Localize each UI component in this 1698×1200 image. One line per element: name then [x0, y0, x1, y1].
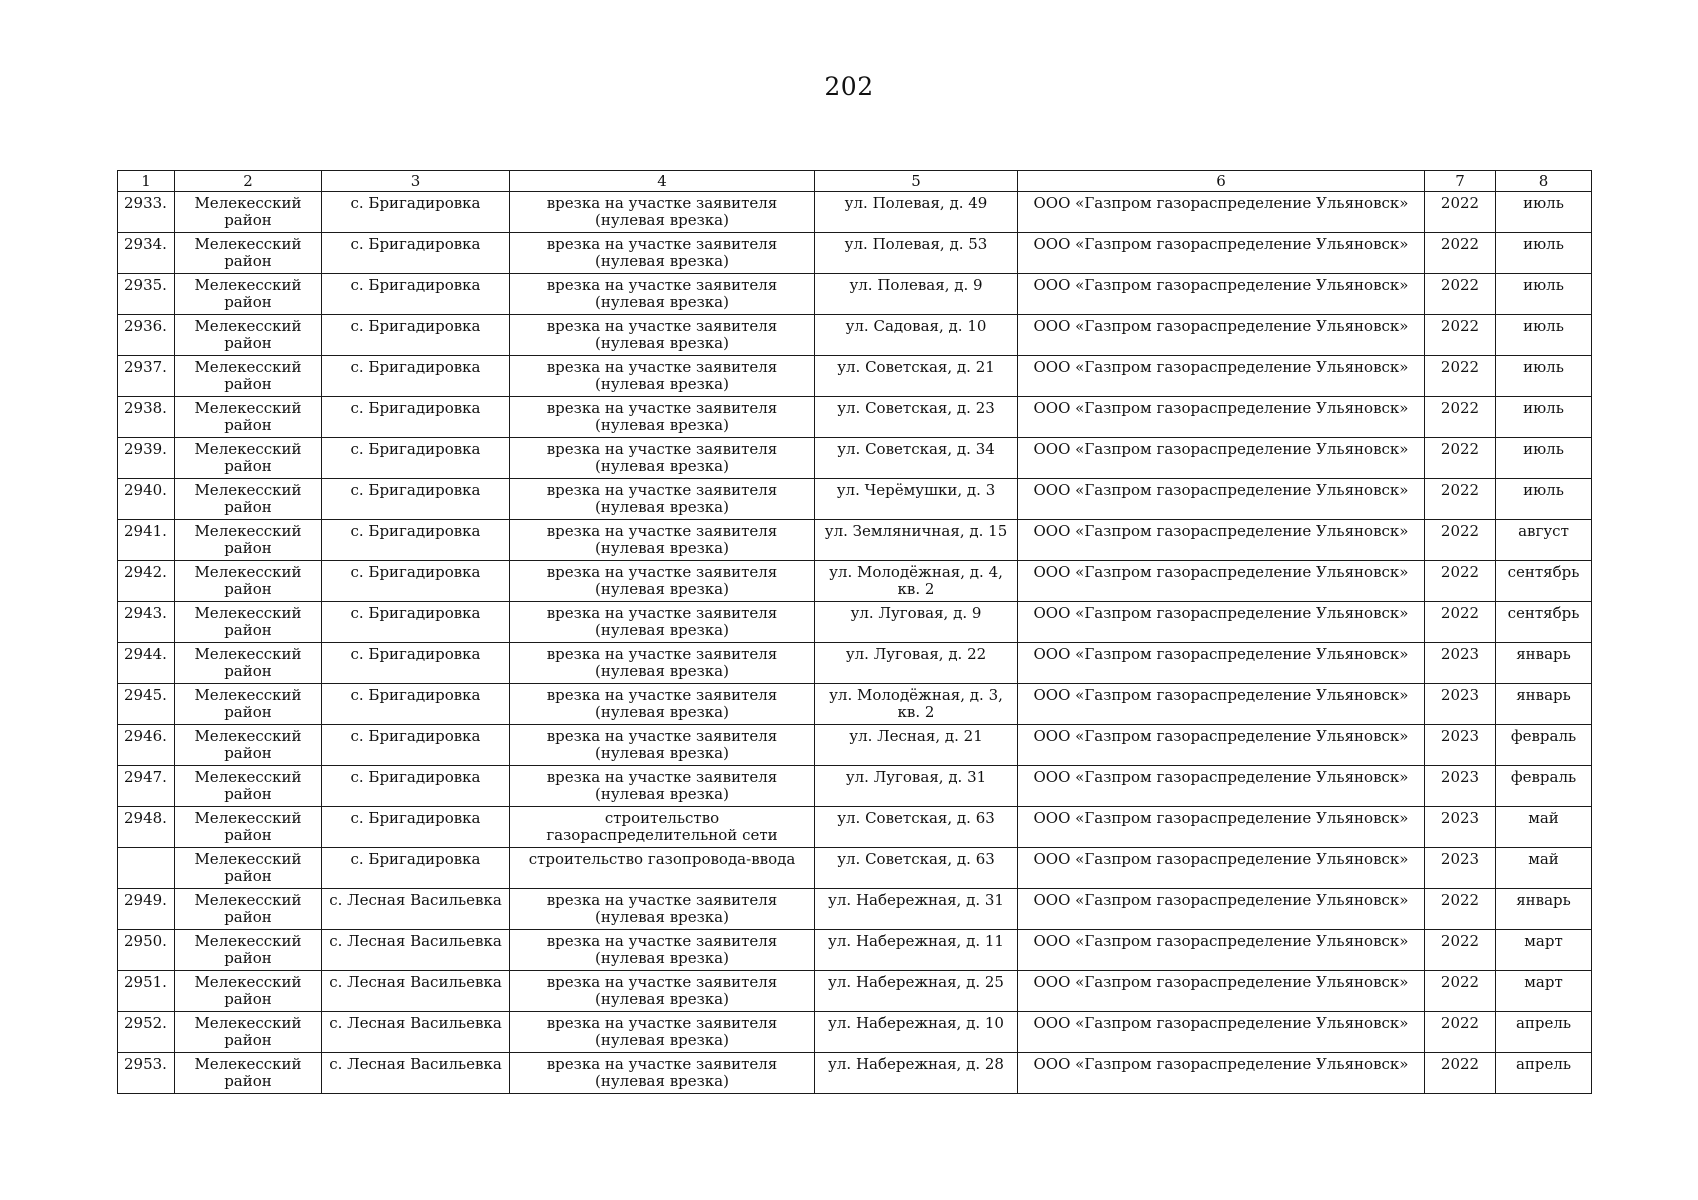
work-type-cell: врезка на участке заявителя (нулевая врезка) — [510, 725, 815, 766]
column-header: 8 — [1496, 171, 1592, 192]
locality-cell: с. Бригадировка — [322, 438, 510, 479]
year-cell: 2023 — [1425, 848, 1496, 889]
table-row — [118, 889, 1592, 930]
address-cell: ул. Лесная, д. 21 — [815, 725, 1018, 766]
district-cell: Мелекесский район — [175, 438, 322, 479]
organization-cell: ООО «Газпром газораспределение Ульяновск» — [1018, 397, 1425, 438]
row-number-cell: 2948. — [118, 807, 175, 848]
row-number-cell: 2934. — [118, 233, 175, 274]
month-cell: сентябрь — [1496, 561, 1592, 602]
address-cell: ул. Молодёжная, д. 3, кв. 2 — [815, 684, 1018, 725]
year-cell: 2022 — [1425, 356, 1496, 397]
year-cell: 2023 — [1425, 643, 1496, 684]
locality-cell: с. Лесная Васильевка — [322, 1012, 510, 1053]
year-cell: 2022 — [1425, 561, 1496, 602]
row-number-cell: 2952. — [118, 1012, 175, 1053]
column-header: 4 — [510, 171, 815, 192]
organization-cell: ООО «Газпром газораспределение Ульяновск» — [1018, 274, 1425, 315]
row-number-cell: 2946. — [118, 725, 175, 766]
district-cell: Мелекесский район — [175, 889, 322, 930]
month-cell: июль — [1496, 233, 1592, 274]
address-cell: ул. Луговая, д. 9 — [815, 602, 1018, 643]
locality-cell: с. Бригадировка — [322, 684, 510, 725]
year-cell: 2023 — [1425, 807, 1496, 848]
locality-cell: с. Бригадировка — [322, 233, 510, 274]
address-cell: ул. Полевая, д. 53 — [815, 233, 1018, 274]
table-row — [118, 643, 1592, 684]
district-cell: Мелекесский район — [175, 971, 322, 1012]
district-cell: Мелекесский район — [175, 1012, 322, 1053]
organization-cell: ООО «Газпром газораспределение Ульяновск» — [1018, 520, 1425, 561]
district-cell: Мелекесский район — [175, 520, 322, 561]
organization-cell: ООО «Газпром газораспределение Ульяновск» — [1018, 479, 1425, 520]
district-cell: Мелекесский район — [175, 397, 322, 438]
district-cell: Мелекесский район — [175, 807, 322, 848]
year-cell: 2022 — [1425, 274, 1496, 315]
address-cell: ул. Полевая, д. 49 — [815, 192, 1018, 233]
work-type-cell: строительство газопровода-ввода — [510, 848, 815, 889]
locality-cell: с. Бригадировка — [322, 807, 510, 848]
year-cell: 2023 — [1425, 725, 1496, 766]
work-type-cell: врезка на участке заявителя (нулевая врезка) — [510, 479, 815, 520]
table-row — [118, 192, 1592, 233]
row-number-cell: 2944. — [118, 643, 175, 684]
row-number-cell — [118, 848, 175, 889]
year-cell: 2023 — [1425, 766, 1496, 807]
work-type-cell: врезка на участке заявителя (нулевая врезка) — [510, 1053, 815, 1094]
month-cell: июль — [1496, 479, 1592, 520]
month-cell: апрель — [1496, 1053, 1592, 1094]
table-row — [118, 397, 1592, 438]
row-number-cell: 2933. — [118, 192, 175, 233]
table-row — [118, 1053, 1592, 1094]
district-cell: Мелекесский район — [175, 766, 322, 807]
organization-cell: ООО «Газпром газораспределение Ульяновск» — [1018, 233, 1425, 274]
month-cell: июль — [1496, 356, 1592, 397]
work-type-cell: строительство газораспределительной сети — [510, 807, 815, 848]
locality-cell: с. Бригадировка — [322, 848, 510, 889]
year-cell: 2022 — [1425, 1012, 1496, 1053]
month-cell: август — [1496, 520, 1592, 561]
column-header: 2 — [175, 171, 322, 192]
work-type-cell: врезка на участке заявителя (нулевая врезка) — [510, 643, 815, 684]
table-row — [118, 520, 1592, 561]
locality-cell: с. Бригадировка — [322, 479, 510, 520]
table-row — [118, 438, 1592, 479]
table-row — [118, 561, 1592, 602]
organization-cell: ООО «Газпром газораспределение Ульяновск» — [1018, 971, 1425, 1012]
locality-cell: с. Лесная Васильевка — [322, 889, 510, 930]
month-cell: январь — [1496, 889, 1592, 930]
year-cell: 2022 — [1425, 479, 1496, 520]
address-cell: ул. Молодёжная, д. 4, кв. 2 — [815, 561, 1018, 602]
locality-cell: с. Лесная Васильевка — [322, 930, 510, 971]
district-cell: Мелекесский район — [175, 274, 322, 315]
organization-cell: ООО «Газпром газораспределение Ульяновск» — [1018, 643, 1425, 684]
address-cell: ул. Черёмушки, д. 3 — [815, 479, 1018, 520]
year-cell: 2022 — [1425, 397, 1496, 438]
organization-cell: ООО «Газпром газораспределение Ульяновск» — [1018, 1012, 1425, 1053]
work-type-cell: врезка на участке заявителя (нулевая врезка) — [510, 520, 815, 561]
row-number-cell: 2950. — [118, 930, 175, 971]
work-type-cell: врезка на участке заявителя (нулевая врезка) — [510, 971, 815, 1012]
row-number-cell: 2945. — [118, 684, 175, 725]
work-type-cell: врезка на участке заявителя (нулевая врезка) — [510, 192, 815, 233]
table-row — [118, 315, 1592, 356]
organization-cell: ООО «Газпром газораспределение Ульяновск» — [1018, 889, 1425, 930]
locality-cell: с. Бригадировка — [322, 561, 510, 602]
row-number-cell: 2947. — [118, 766, 175, 807]
row-number-cell: 2951. — [118, 971, 175, 1012]
month-cell: июль — [1496, 192, 1592, 233]
work-type-cell: врезка на участке заявителя (нулевая врезка) — [510, 274, 815, 315]
table-row — [118, 971, 1592, 1012]
work-type-cell: врезка на участке заявителя (нулевая врезка) — [510, 766, 815, 807]
district-cell: Мелекесский район — [175, 643, 322, 684]
month-cell: июль — [1496, 397, 1592, 438]
month-cell: сентябрь — [1496, 602, 1592, 643]
district-cell: Мелекесский район — [175, 561, 322, 602]
address-cell: ул. Набережная, д. 10 — [815, 1012, 1018, 1053]
address-cell: ул. Советская, д. 21 — [815, 356, 1018, 397]
locality-cell: с. Бригадировка — [322, 520, 510, 561]
address-cell: ул. Советская, д. 63 — [815, 807, 1018, 848]
locality-cell: с. Бригадировка — [322, 602, 510, 643]
organization-cell: ООО «Газпром газораспределение Ульяновск» — [1018, 561, 1425, 602]
table-row — [118, 356, 1592, 397]
district-cell: Мелекесский район — [175, 315, 322, 356]
organization-cell: ООО «Газпром газораспределение Ульяновск» — [1018, 1053, 1425, 1094]
table-row — [118, 1012, 1592, 1053]
work-type-cell: врезка на участке заявителя (нулевая врезка) — [510, 1012, 815, 1053]
month-cell: апрель — [1496, 1012, 1592, 1053]
district-cell: Мелекесский район — [175, 684, 322, 725]
year-cell: 2022 — [1425, 520, 1496, 561]
table-row — [118, 848, 1592, 889]
table-row — [118, 807, 1592, 848]
header-row — [118, 171, 1592, 192]
address-cell: ул. Советская, д. 34 — [815, 438, 1018, 479]
organization-cell: ООО «Газпром газораспределение Ульяновск» — [1018, 356, 1425, 397]
locality-cell: с. Лесная Васильевка — [322, 1053, 510, 1094]
locality-cell: с. Бригадировка — [322, 725, 510, 766]
district-cell: Мелекесский район — [175, 725, 322, 766]
row-number-cell: 2941. — [118, 520, 175, 561]
table-row — [118, 684, 1592, 725]
work-type-cell: врезка на участке заявителя (нулевая врезка) — [510, 356, 815, 397]
month-cell: июль — [1496, 315, 1592, 356]
column-header: 1 — [118, 171, 175, 192]
column-header: 6 — [1018, 171, 1425, 192]
work-type-cell: врезка на участке заявителя (нулевая врезка) — [510, 602, 815, 643]
district-cell: Мелекесский район — [175, 233, 322, 274]
row-number-cell: 2953. — [118, 1053, 175, 1094]
row-number-cell: 2939. — [118, 438, 175, 479]
address-cell: ул. Набережная, д. 28 — [815, 1053, 1018, 1094]
row-number-cell: 2940. — [118, 479, 175, 520]
row-number-cell: 2949. — [118, 889, 175, 930]
district-cell: Мелекесский район — [175, 930, 322, 971]
organization-cell: ООО «Газпром газораспределение Ульяновск» — [1018, 602, 1425, 643]
locality-cell: с. Бригадировка — [322, 643, 510, 684]
schedule-table — [117, 170, 1592, 1094]
locality-cell: с. Бригадировка — [322, 397, 510, 438]
row-number-cell: 2935. — [118, 274, 175, 315]
work-type-cell: врезка на участке заявителя (нулевая врезка) — [510, 684, 815, 725]
address-cell: ул. Луговая, д. 22 — [815, 643, 1018, 684]
address-cell: ул. Земляничная, д. 15 — [815, 520, 1018, 561]
table-row — [118, 930, 1592, 971]
month-cell: март — [1496, 971, 1592, 1012]
work-type-cell: врезка на участке заявителя (нулевая врезка) — [510, 889, 815, 930]
row-number-cell: 2938. — [118, 397, 175, 438]
year-cell: 2022 — [1425, 233, 1496, 274]
locality-cell: с. Бригадировка — [322, 356, 510, 397]
district-cell: Мелекесский район — [175, 848, 322, 889]
table-row — [118, 479, 1592, 520]
organization-cell: ООО «Газпром газораспределение Ульяновск» — [1018, 807, 1425, 848]
month-cell: май — [1496, 848, 1592, 889]
month-cell: январь — [1496, 643, 1592, 684]
work-type-cell: врезка на участке заявителя (нулевая врезка) — [510, 315, 815, 356]
address-cell: ул. Набережная, д. 31 — [815, 889, 1018, 930]
row-number-cell: 2937. — [118, 356, 175, 397]
organization-cell: ООО «Газпром газораспределение Ульяновск» — [1018, 684, 1425, 725]
year-cell: 2022 — [1425, 602, 1496, 643]
work-type-cell: врезка на участке заявителя (нулевая врезка) — [510, 233, 815, 274]
table-row — [118, 725, 1592, 766]
organization-cell: ООО «Газпром газораспределение Ульяновск» — [1018, 725, 1425, 766]
year-cell: 2022 — [1425, 315, 1496, 356]
organization-cell: ООО «Газпром газораспределение Ульяновск» — [1018, 930, 1425, 971]
table-row — [118, 274, 1592, 315]
row-number-cell: 2942. — [118, 561, 175, 602]
table-body — [118, 192, 1592, 1094]
work-type-cell: врезка на участке заявителя (нулевая врезка) — [510, 438, 815, 479]
organization-cell: ООО «Газпром газораспределение Ульяновск» — [1018, 315, 1425, 356]
work-type-cell: врезка на участке заявителя (нулевая врезка) — [510, 561, 815, 602]
organization-cell: ООО «Газпром газораспределение Ульяновск» — [1018, 438, 1425, 479]
address-cell: ул. Набережная, д. 25 — [815, 971, 1018, 1012]
page-number: 202 — [824, 72, 874, 101]
district-cell: Мелекесский район — [175, 356, 322, 397]
month-cell: февраль — [1496, 725, 1592, 766]
address-cell: ул. Полевая, д. 9 — [815, 274, 1018, 315]
district-cell: Мелекесский район — [175, 1053, 322, 1094]
table-row — [118, 233, 1592, 274]
organization-cell: ООО «Газпром газораспределение Ульяновск» — [1018, 766, 1425, 807]
row-number-cell: 2943. — [118, 602, 175, 643]
district-cell: Мелекесский район — [175, 479, 322, 520]
column-header: 5 — [815, 171, 1018, 192]
year-cell: 2022 — [1425, 930, 1496, 971]
year-cell: 2022 — [1425, 438, 1496, 479]
organization-cell: ООО «Газпром газораспределение Ульяновск» — [1018, 192, 1425, 233]
work-type-cell: врезка на участке заявителя (нулевая врезка) — [510, 397, 815, 438]
district-cell: Мелекесский район — [175, 192, 322, 233]
address-cell: ул. Луговая, д. 31 — [815, 766, 1018, 807]
address-cell: ул. Садовая, д. 10 — [815, 315, 1018, 356]
district-cell: Мелекесский район — [175, 602, 322, 643]
year-cell: 2022 — [1425, 1053, 1496, 1094]
table-row — [118, 766, 1592, 807]
month-cell: март — [1496, 930, 1592, 971]
address-cell: ул. Советская, д. 23 — [815, 397, 1018, 438]
table-row — [118, 602, 1592, 643]
organization-cell: ООО «Газпром газораспределение Ульяновск» — [1018, 848, 1425, 889]
year-cell: 2022 — [1425, 889, 1496, 930]
locality-cell: с. Бригадировка — [322, 192, 510, 233]
row-number-cell: 2936. — [118, 315, 175, 356]
month-cell: январь — [1496, 684, 1592, 725]
year-cell: 2023 — [1425, 684, 1496, 725]
month-cell: февраль — [1496, 766, 1592, 807]
month-cell: июль — [1496, 274, 1592, 315]
month-cell: июль — [1496, 438, 1592, 479]
month-cell: май — [1496, 807, 1592, 848]
address-cell: ул. Набережная, д. 11 — [815, 930, 1018, 971]
year-cell: 2022 — [1425, 192, 1496, 233]
column-header: 7 — [1425, 171, 1496, 192]
year-cell: 2022 — [1425, 971, 1496, 1012]
work-type-cell: врезка на участке заявителя (нулевая врезка) — [510, 930, 815, 971]
locality-cell: с. Лесная Васильевка — [322, 971, 510, 1012]
locality-cell: с. Бригадировка — [322, 274, 510, 315]
column-header: 3 — [322, 171, 510, 192]
locality-cell: с. Бригадировка — [322, 766, 510, 807]
address-cell: ул. Советская, д. 63 — [815, 848, 1018, 889]
locality-cell: с. Бригадировка — [322, 315, 510, 356]
